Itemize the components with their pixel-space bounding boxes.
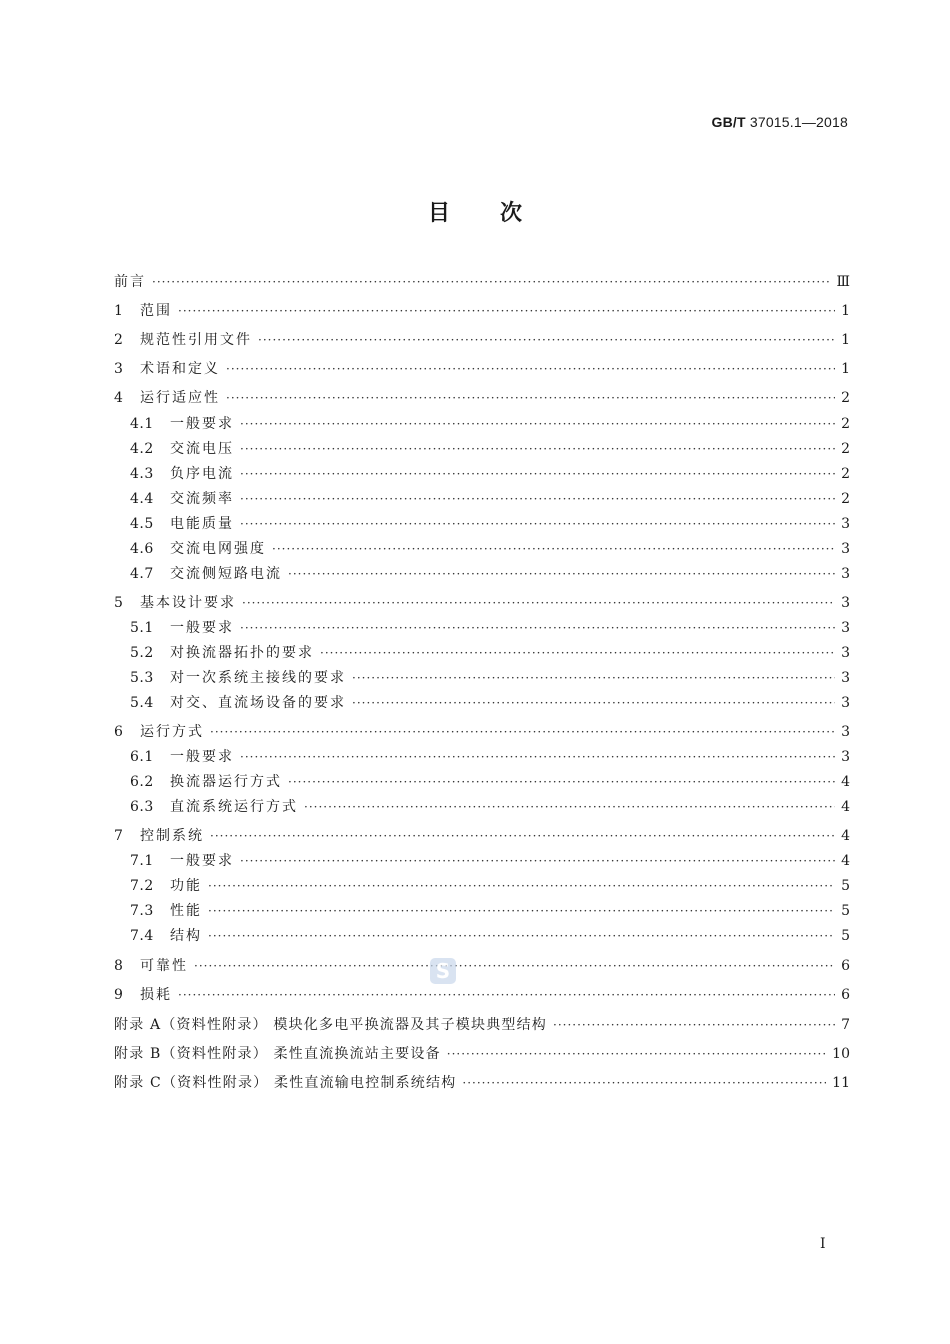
toc-entry-label: 附录 B（资料性附录） 柔性直流换流站主要设备 (114, 1046, 441, 1062)
toc-leader-dots (447, 1042, 826, 1067)
toc-leader-dots (178, 299, 835, 324)
toc-entry[interactable] (130, 874, 850, 899)
toc-entry-label: 一般要求 (170, 749, 234, 765)
standard-code-number: 37015.1—2018 (749, 114, 848, 130)
toc-entry-page: 10 (832, 1046, 850, 1062)
toc-entry-label: 前言 (114, 274, 146, 290)
toc-entry-number: 4.5 (130, 516, 154, 532)
toc-entry[interactable] (114, 1013, 850, 1038)
toc-entry-page: 1 (841, 332, 850, 348)
toc-entry-page: 4 (841, 774, 850, 790)
toc-entry-page: 5 (841, 878, 850, 894)
toc-entry-label: 结构 (170, 928, 202, 944)
toc-entry-number: 4.4 (130, 491, 154, 507)
toc-entry-number: 6.2 (130, 774, 154, 790)
toc-leader-dots (240, 437, 835, 462)
toc-entry-page: 2 (841, 441, 850, 457)
toc-entry-page: 3 (841, 620, 850, 636)
toc-entry-number: 7.3 (130, 903, 154, 919)
toc-leader-dots (304, 795, 835, 820)
toc-entry[interactable] (130, 745, 850, 770)
toc-entry[interactable] (130, 666, 850, 691)
toc-leader-dots (208, 874, 835, 899)
toc-entry[interactable] (114, 983, 850, 1008)
toc-leader-dots (210, 720, 835, 745)
toc-leader-dots (352, 666, 835, 691)
toc-entry-number: 4.1 (130, 416, 154, 432)
toc-leader-dots (208, 899, 835, 924)
toc-leader-dots (553, 1013, 835, 1038)
toc-entry-page: 3 (841, 541, 850, 557)
toc-entry-number: 5 (114, 595, 124, 611)
toc-entry[interactable] (114, 720, 850, 745)
toc-entry-page: 1 (841, 303, 850, 319)
toc-entry-label: 术语和定义 (140, 361, 220, 377)
toc-entry[interactable] (130, 462, 850, 487)
toc-entry-number: 6.1 (130, 749, 154, 765)
toc-entry-page: 3 (841, 645, 850, 661)
toc-leader-dots (272, 537, 835, 562)
toc-entry-page: 5 (841, 928, 850, 944)
toc-entry[interactable] (114, 824, 850, 849)
toc-entry[interactable] (114, 1071, 850, 1096)
toc-entry[interactable] (114, 357, 850, 382)
toc-entry-page: 4 (841, 828, 850, 844)
toc-entry-page: 3 (841, 595, 850, 611)
toc-entry-page: 3 (841, 695, 850, 711)
toc-entry-label: 负序电流 (170, 466, 234, 482)
toc-entry-number: 5.4 (130, 695, 154, 711)
toc-entry-label: 运行适应性 (140, 390, 220, 406)
toc-entry[interactable] (114, 270, 850, 295)
toc-entry[interactable] (114, 1042, 850, 1067)
footer-page-number: I (820, 1236, 826, 1252)
toc-entry[interactable] (130, 537, 850, 562)
toc-entry[interactable] (130, 562, 850, 587)
toc-entry-page: 2 (841, 466, 850, 482)
toc-entry-number: 7.2 (130, 878, 154, 894)
toc-leader-dots (352, 691, 835, 716)
toc-entry-number: 8 (114, 958, 124, 974)
toc-entry-number: 4.3 (130, 466, 154, 482)
toc-entry[interactable] (130, 849, 850, 874)
toc-entry-page: 3 (841, 566, 850, 582)
toc-entry-page: 2 (841, 416, 850, 432)
toc-entry-page: 2 (841, 491, 850, 507)
page-title: 目次 (427, 201, 572, 226)
toc-entry-label: 一般要求 (170, 620, 234, 636)
toc-entry-label: 控制系统 (140, 828, 204, 844)
toc-leader-dots (194, 954, 835, 979)
toc-entry-label: 换流器运行方式 (170, 774, 282, 790)
toc-entry[interactable] (130, 487, 850, 512)
toc-entry[interactable] (130, 641, 850, 666)
toc-entry[interactable] (130, 412, 850, 437)
toc-entry-label: 附录 C（资料性附录） 柔性直流输电控制系统结构 (114, 1075, 457, 1091)
toc-entry-page: 6 (841, 987, 850, 1003)
toc-leader-dots (210, 824, 835, 849)
toc-entry-page: 2 (841, 390, 850, 406)
toc-entry-label: 对换流器拓扑的要求 (170, 645, 314, 661)
toc-entry[interactable] (130, 616, 850, 641)
toc-entry-label: 性能 (170, 903, 202, 919)
toc-entry-page: 4 (841, 853, 850, 869)
toc-leader-dots (240, 462, 835, 487)
toc-entry-label: 范围 (140, 303, 172, 319)
toc-entry-label: 规范性引用文件 (140, 332, 252, 348)
toc-entry-number: 4.7 (130, 566, 154, 582)
toc-entry-number: 9 (114, 987, 124, 1003)
toc-entry[interactable] (130, 924, 850, 949)
toc-entry-label: 交流频率 (170, 491, 234, 507)
toc-entry-number: 7 (114, 828, 124, 844)
watermark-logo: S (430, 958, 456, 984)
toc-entry-label: 附录 A（资料性附录） 模块化多电平换流器及其子模块典型结构 (114, 1017, 548, 1033)
toc-entry-page: 3 (841, 516, 850, 532)
toc-entry[interactable] (130, 770, 850, 795)
toc-entry-page: Ⅲ (836, 274, 850, 290)
toc-leader-dots (178, 983, 835, 1008)
toc-entry-number: 2 (114, 332, 124, 348)
toc-entry-number: 1 (114, 303, 124, 319)
toc-entry-page: 3 (841, 724, 850, 740)
toc-leader-dots (152, 270, 830, 295)
toc-entry-label: 可靠性 (140, 958, 188, 974)
toc-entry-number: 3 (114, 361, 124, 377)
toc-leader-dots (240, 512, 835, 537)
toc-entry-label: 基本设计要求 (140, 595, 236, 611)
toc-entry-number: 5.2 (130, 645, 154, 661)
toc-entry[interactable] (114, 954, 850, 979)
toc-entry-label: 电能质量 (170, 516, 234, 532)
toc-entry-page: 6 (841, 958, 850, 974)
toc-leader-dots (240, 616, 835, 641)
standard-code (712, 114, 849, 130)
toc-entry-page: 1 (841, 361, 850, 377)
toc-entry-page: 5 (841, 903, 850, 919)
toc-entry-label: 直流系统运行方式 (170, 799, 298, 815)
toc-leader-dots (240, 849, 835, 874)
toc-entry-label: 对一次系统主接线的要求 (170, 670, 346, 686)
toc-entry-label: 一般要求 (170, 853, 234, 869)
toc-entry-page: 3 (841, 749, 850, 765)
toc-leader-dots (258, 328, 835, 353)
toc-entry-number: 4 (114, 390, 124, 406)
toc-entry-page: 4 (841, 799, 850, 815)
toc-leader-dots (240, 745, 835, 770)
toc-entry-number: 6.3 (130, 799, 154, 815)
toc-entry[interactable] (130, 437, 850, 462)
toc-entry-label: 交流电网强度 (170, 541, 266, 557)
toc-entry-page: 7 (841, 1017, 850, 1033)
toc-entry-label: 交流侧短路电流 (170, 566, 282, 582)
standard-code-prefix: GB/T (711, 114, 746, 130)
toc-entry-number: 5.3 (130, 670, 154, 686)
toc-leader-dots (242, 591, 835, 616)
toc-leader-dots (288, 770, 835, 795)
toc-entry-label: 损耗 (140, 987, 172, 1003)
toc-leader-dots (240, 412, 835, 437)
toc-entry[interactable] (114, 299, 850, 324)
toc-entry-number: 4.6 (130, 541, 154, 557)
toc-entry-number: 5.1 (130, 620, 154, 636)
toc-entry-page: 11 (832, 1075, 850, 1091)
toc-leader-dots (320, 641, 835, 666)
toc-entry[interactable] (114, 328, 850, 353)
toc-entry-label: 一般要求 (170, 416, 234, 432)
toc-entry-label: 运行方式 (140, 724, 204, 740)
toc-entry-label: 功能 (170, 878, 202, 894)
toc-entry-number: 4.2 (130, 441, 154, 457)
toc-entry[interactable] (130, 795, 850, 820)
toc-leader-dots (240, 487, 835, 512)
toc-entry[interactable] (114, 591, 850, 616)
toc-entry[interactable] (130, 512, 850, 537)
toc-entry[interactable] (114, 386, 850, 411)
toc-leader-dots (462, 1071, 826, 1096)
toc-entry-number: 7.1 (130, 853, 154, 869)
toc-entry[interactable] (130, 899, 850, 924)
toc-entry-page: 3 (841, 670, 850, 686)
toc-leader-dots (226, 386, 835, 411)
toc-leader-dots (226, 357, 835, 382)
toc-entry-label: 对交、直流场设备的要求 (170, 695, 346, 711)
toc-entry[interactable] (130, 691, 850, 716)
toc-leader-dots (288, 562, 835, 587)
toc-entry-number: 6 (114, 724, 124, 740)
toc-leader-dots (208, 924, 835, 949)
toc-entry-label: 交流电压 (170, 441, 234, 457)
toc-entry-number: 7.4 (130, 928, 154, 944)
